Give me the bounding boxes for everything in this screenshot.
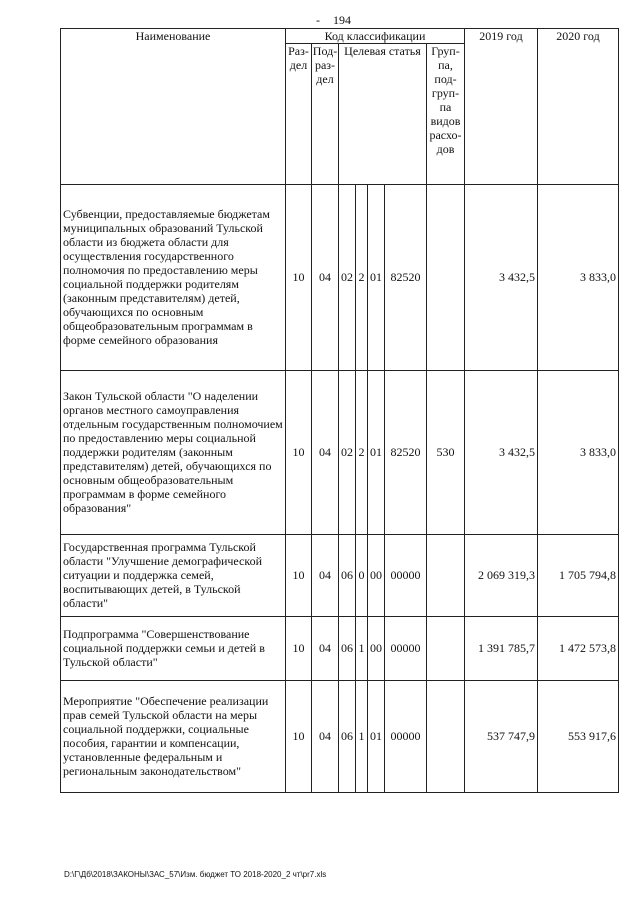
header-target-blank — [339, 58, 427, 184]
row-value-2019: 537 747,9 — [465, 680, 538, 792]
row-target-direction: 00000 — [385, 616, 427, 680]
row-target-event: 01 — [368, 370, 385, 534]
row-group: 530 — [427, 370, 465, 534]
row-target-subprogram: 1 — [356, 680, 368, 792]
row-section: 10 — [286, 184, 312, 370]
row-value-2020: 553 917,6 — [538, 680, 619, 792]
row-value-2020: 3 833,0 — [538, 370, 619, 534]
row-target-subprogram: 0 — [356, 534, 368, 616]
header-group: Груп- па, под- груп- па видов расхо- дов — [427, 44, 465, 185]
table-row — [61, 370, 619, 534]
table-body — [61, 184, 619, 792]
header-subsection: Под- раз- дел — [312, 44, 339, 185]
row-target-subprogram: 1 — [356, 616, 368, 680]
row-section: 10 — [286, 616, 312, 680]
row-value-2020: 1 705 794,8 — [538, 534, 619, 616]
row-name: Закон Тульской области "О наделении органов местного самоуправления отдельным государственным полномочием по предоставлению меры социальной поддержки родителям (законным представителям) детей, обучающихся по основным общеобразовательным программам в форме семейного образования" — [61, 370, 286, 534]
row-name: Мероприятие "Обеспечение реализации прав семей Тульской области на меры социальной поддержки, социальные пособия, гарантии и компенсации, установленные федеральным и региональным законодательством" — [61, 680, 286, 792]
row-value-2019: 2 069 319,3 — [465, 534, 538, 616]
row-subsection: 04 — [312, 184, 339, 370]
footer-file-path: D:\Г\Дб\2018\ЗАКОНЫ\ЗАС_57\Изм. бюджет ТО 2018-2020_2 чт\pr7.xls — [64, 870, 327, 879]
row-group — [427, 184, 465, 370]
row-target-program: 06 — [339, 680, 356, 792]
row-name: Подпрограмма "Совершенствование социальной поддержки семьи и детей в Тульской области" — [61, 616, 286, 680]
row-subsection: 04 — [312, 370, 339, 534]
row-subsection: 04 — [312, 534, 339, 616]
header-code-group: Код классификации — [286, 29, 465, 44]
header-section: Раз- дел — [286, 44, 312, 185]
header-name: Наименование — [61, 29, 286, 185]
row-name: Государственная программа Тульской области "Улучшение демографической ситуации и поддержка семей, воспитывающих детей, в Тульской области" — [61, 534, 286, 616]
row-target-program: 02 — [339, 370, 356, 534]
row-target-event: 01 — [368, 680, 385, 792]
row-group — [427, 534, 465, 616]
row-section: 10 — [286, 680, 312, 792]
row-target-event: 01 — [368, 184, 385, 370]
row-section: 10 — [286, 534, 312, 616]
row-target-direction: 82520 — [385, 184, 427, 370]
row-target-direction: 00000 — [385, 534, 427, 616]
row-target-direction: 00000 — [385, 680, 427, 792]
header-year-2020: 2020 год — [538, 29, 619, 185]
row-group — [427, 680, 465, 792]
table-row — [61, 616, 619, 680]
row-target-subprogram: 2 — [356, 184, 368, 370]
budget-table — [60, 28, 619, 793]
row-value-2019: 3 432,5 — [465, 370, 538, 534]
row-subsection: 04 — [312, 680, 339, 792]
row-target-event: 00 — [368, 616, 385, 680]
row-group — [427, 616, 465, 680]
table-row — [61, 680, 619, 792]
row-target-subprogram: 2 — [356, 370, 368, 534]
row-value-2020: 1 472 573,8 — [538, 616, 619, 680]
row-subsection: 04 — [312, 616, 339, 680]
row-value-2019: 3 432,5 — [465, 184, 538, 370]
row-target-program: 06 — [339, 534, 356, 616]
table-row — [61, 534, 619, 616]
table-row — [61, 184, 619, 370]
row-target-program: 02 — [339, 184, 356, 370]
header-target: Целевая статья — [339, 44, 427, 59]
row-section: 10 — [286, 370, 312, 534]
page-number-value: 194 — [333, 13, 351, 27]
row-target-direction: 82520 — [385, 370, 427, 534]
header-year-2019: 2019 год — [465, 29, 538, 185]
row-target-program: 06 — [339, 616, 356, 680]
row-value-2019: 1 391 785,7 — [465, 616, 538, 680]
row-value-2020: 3 833,0 — [538, 184, 619, 370]
page-number-dash: - — [316, 13, 320, 27]
row-name: Субвенции, предоставляемые бюджетам муниципальных образований Тульской области из бюджета области для осуществления государственного полномочия по предоставлению меры социальной поддержки родителям (законным представителям) детей, обучающихся по основным общеобразовательным программам в форме семейного образования — [61, 184, 286, 370]
row-target-event: 00 — [368, 534, 385, 616]
